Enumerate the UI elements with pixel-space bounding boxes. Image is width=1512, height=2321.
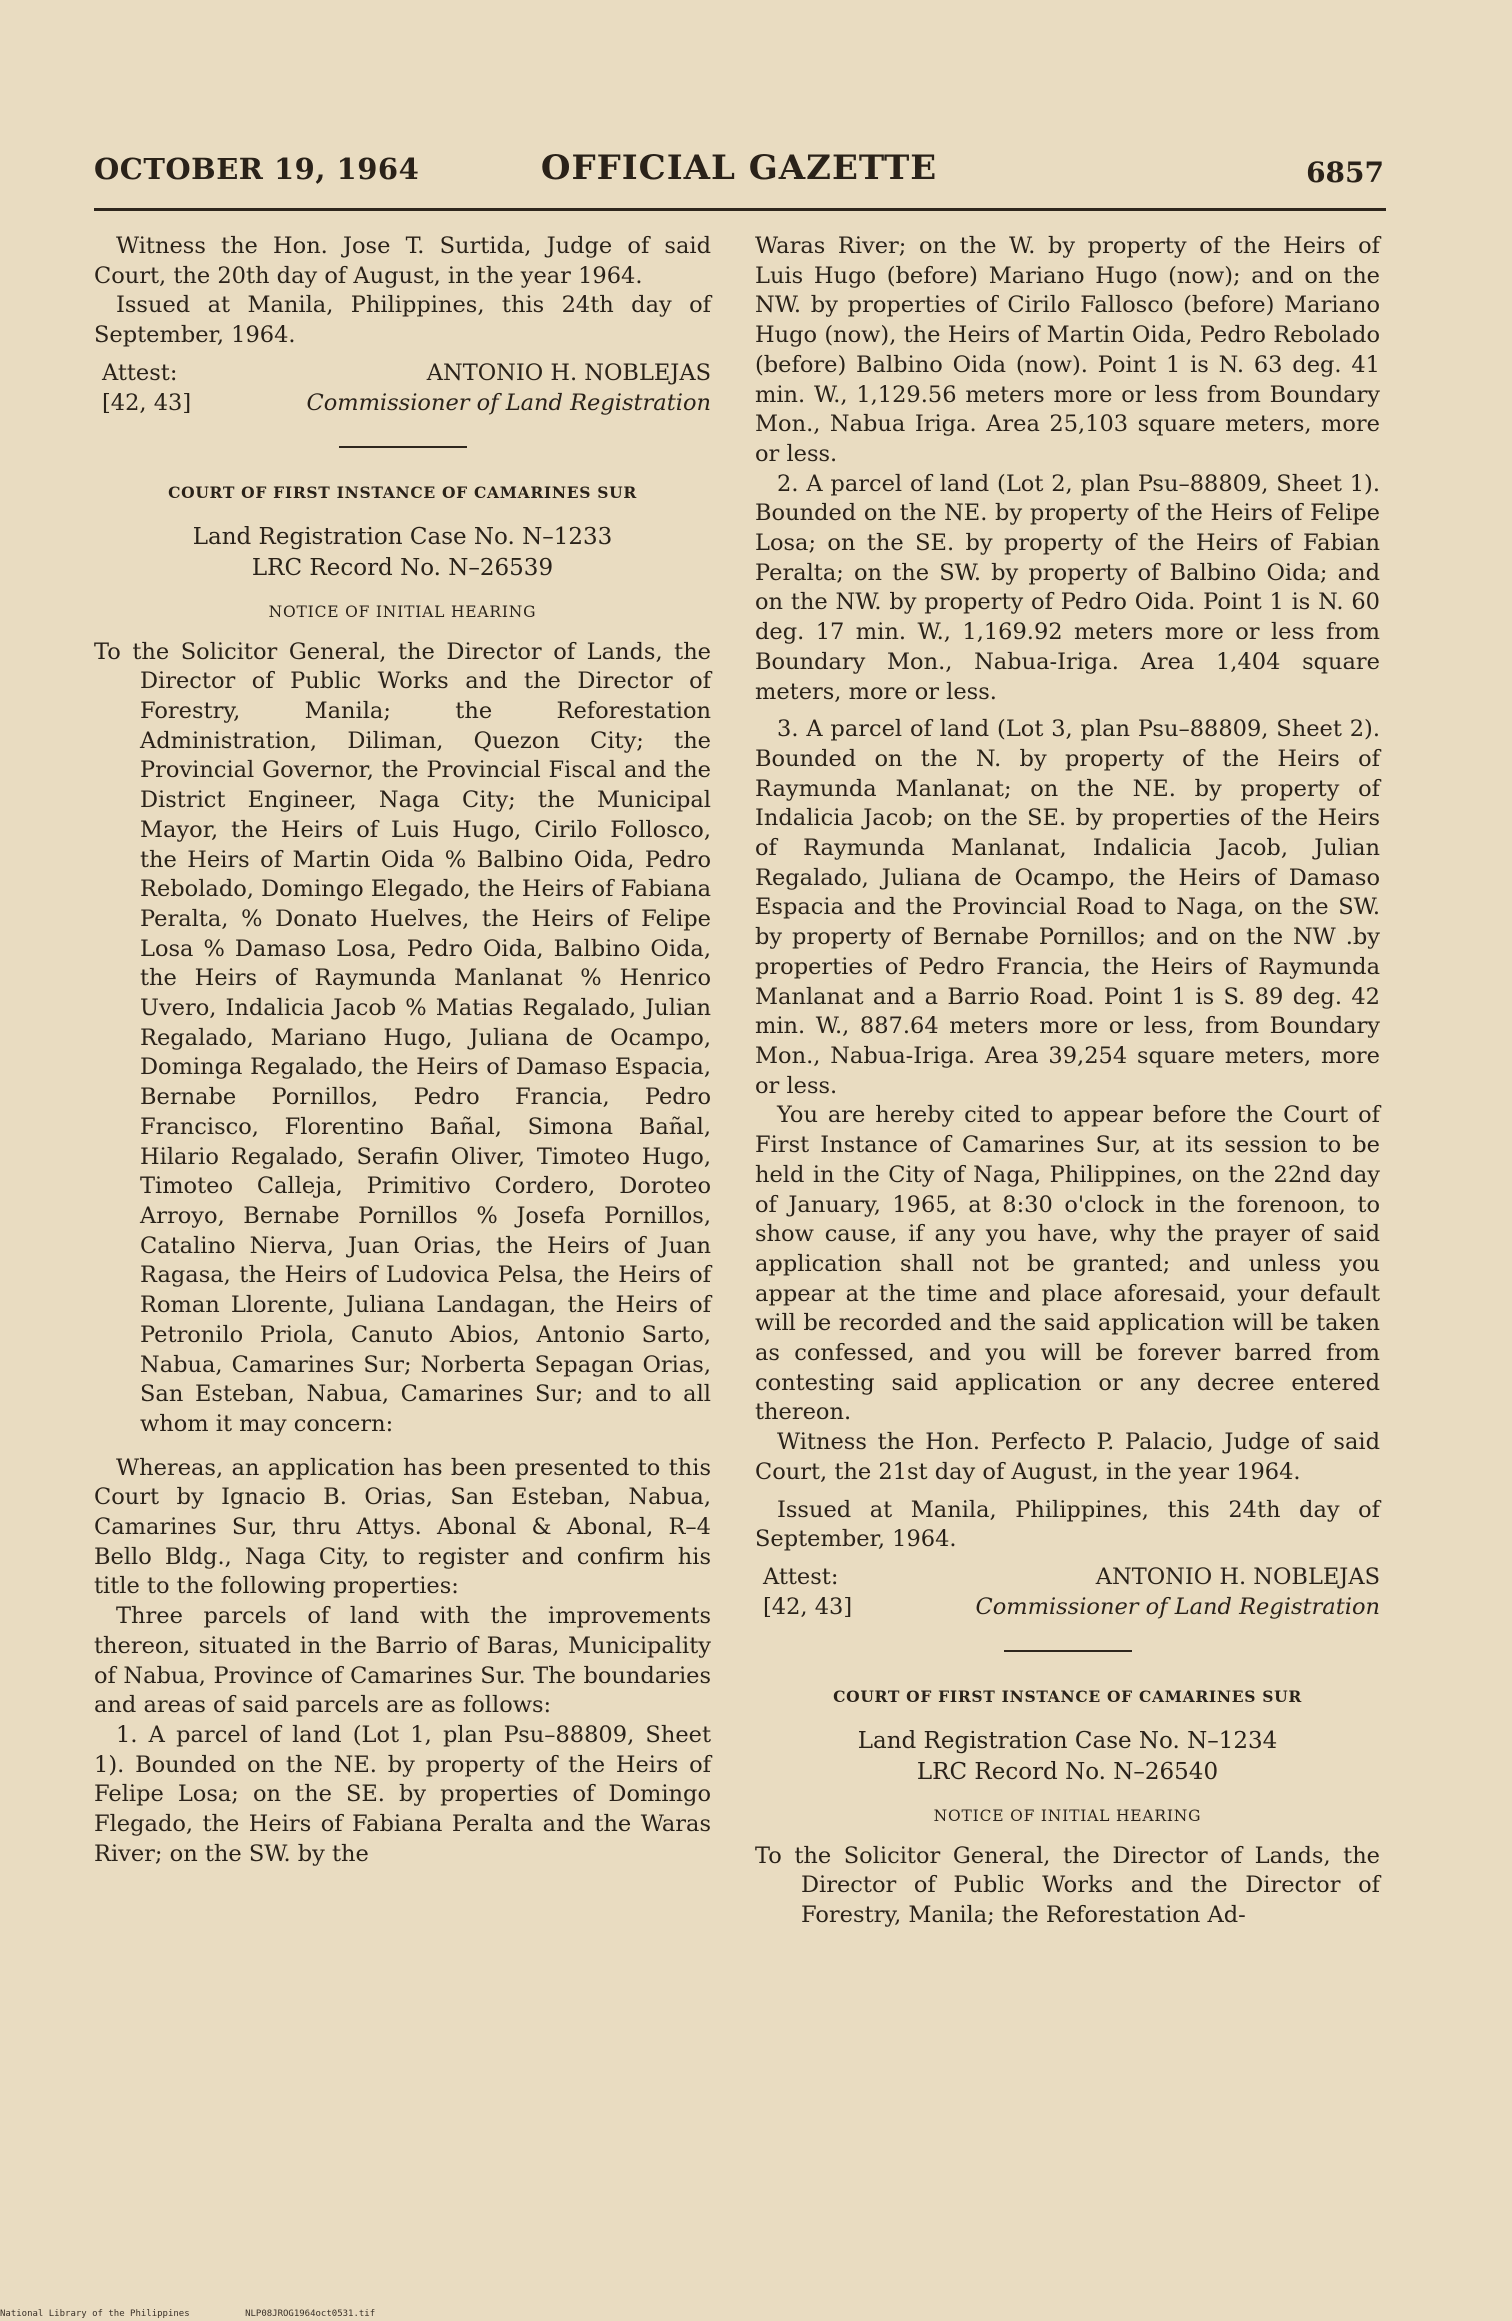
court-heading-2: COURT OF FIRST INSTANCE OF CAMARINES SUR [833, 1687, 1302, 1707]
witness-paragraph: Witness the Hon. Jose T. Surtida, Judge of said Court, the 20th day of August, in the year 1964. [94, 233, 711, 289]
page-number: 6857 [1306, 156, 1384, 189]
scan-filename: NLP08JROG1964oct0531.tif [245, 2309, 376, 2319]
issue-date: OCTOBER 19, 1964 [94, 152, 420, 186]
attest-title-line [102, 389, 711, 419]
addressees-paragraph-2: To the Solicitor General, the Director of Lands, the Director of Public Works and the Director of Forestry, Manila; the Reforestation Ad- [755, 1842, 1380, 1929]
parcel-2-paragraph: 2. A parcel of land (Lot 2, plan Psu–88809, Sheet 1). Bounded on the NE. by property of the Heirs of Felipe Losa; on the SE. by property of the Heirs of Fabian Peralta; on the SW. by property of Balbino Oida; and on the NW. by property of Pedro Oida. Point 1 is N. 60 deg. 17 min. W., 1,169.92 meters more or less from Boundary Mon., Nabua-Iriga. Area 1,404 square meters, more or less. [755, 470, 1380, 705]
section-divider [339, 446, 467, 448]
court-heading: COURT OF FIRST INSTANCE OF CAMARINES SUR [168, 483, 637, 503]
parcel-1-continuation: Waras River; on the W. by property of the Heirs of Luis Hugo (before) Mariano Hugo (now); and on the NW. by properties of Cirilo Fallosco (before) Mariano Hugo (now), the Heirs of Martin Oida, Pedro Rebolado (before) Balbino Oida (now). Point 1 is N. 63 deg. 41 min. W., 1,129.56 meters more or less from Boundary Mon., Nabua Iriga. Area 25,103 square meters, more or less. [755, 233, 1380, 467]
attest-ref: [42, 43] [102, 389, 192, 416]
parcels-intro-paragraph: Three parcels of land with the improvements thereon, situated in the Barrio of Baras, Municipality of Nabua, Province of Camarines Sur. The boundaries and areas of said parcels are as follows: [94, 1603, 711, 1719]
attest-name-2: ANTONIO H. NOBLEJAS [1095, 1563, 1380, 1590]
right-column [755, 232, 1380, 1931]
cited-paragraph: You are hereby cited to appear before the Court of First Instance of Camarines Sur, at its session to be held in the City of Naga, Philippines, on the 22nd day of January, 1965, at 8:30 o'clock in the forenoon, to show cause, if any you have, why the prayer of said application shall not be granted; and unless you appear at the time and place aforesaid, your default will be recorded and the said application will be taken as confessed, and you will be forever barred from contesting said application or any decree entered thereon. [755, 1102, 1380, 1426]
attest-title-line-2 [763, 1593, 1380, 1623]
parcel-3-paragraph: 3. A parcel of land (Lot 3, plan Psu–88809, Sheet 2). Bounded on the N. by property of the Heirs of Raymunda Manlanat; on the NE. by property of Indalicia Jacob; on the SE. by properties of the Heirs of Raymunda Manlanat, Indalicia Jacob, Julian Regalado, Juliana de Ocampo, the Heirs of Damaso Espacia and the Provincial Road to Naga, on the SW. by property of Bernabe Pornillos; and on the NW .by properties of Pedro Francia, the Heirs of Raymunda Manlanat and a Barrio Road. Point 1 is S. 89 deg. 42 min. W., 887.64 meters more or less, from Boundary Mon., Nabua-Iriga. Area 39,254 square meters, more or less. [755, 716, 1380, 1099]
addressees-paragraph: To the Solicitor General, the Director of Lands, the Director of Public Works and the Director of Forestry, Manila; the Reforestation Administration, Diliman, Quezon City; the Provincial Governor, the Provincial Fiscal and the District Engineer, Naga City; the Municipal Mayor, the Heirs of Luis Hugo, Cirilo Follosco, the Heirs of Martin Oida % Balbino Oida, Pedro Rebolado, Domingo Elegado, the Heirs of Fabiana Peralta, % Donato Huelves, the Heirs of Felipe Losa % Damaso Losa, Pedro Oida, Balbino Oida, the Heirs of Raymunda Manlanat % Henrico Uvero, Indalicia Jacob % Matias Regalado, Julian Regalado, Mariano Hugo, Juliana de Ocampo, Dominga Regalado, the Heirs of Damaso Espacia, Bernabe Pornillos, Pedro Francia, Pedro Francisco, Florentino Bañal, Simona Bañal, Hilario Regalado, Serafin Oliver, Timoteo Hugo, Timoteo Calleja, Primitivo Cordero, Doroteo Arroyo, Bernabe Pornillos % Josefa Pornillos, Catalino Nierva, Juan Orias, the Heirs of Juan Ragasa, the Heirs of Ludovica Pelsa, the Heirs of Roman Llorente, Juliana Landagan, the Heirs of Petronilo Priola, Canuto Abios, Antonio Sarto, Nabua, Camarines Sur; Norberta Sepagan Orias, San Esteban, Nabua, Camarines Sur; and to all whom it may concern: [94, 638, 711, 1437]
attest-label-2: Attest: [763, 1563, 839, 1590]
section-divider-2 [1004, 1650, 1132, 1652]
scan-footer [0, 2309, 425, 2319]
header-rule [94, 208, 1386, 211]
attest-ref-2: [42, 43] [763, 1593, 853, 1620]
library-credit: National Library of the Philippines [0, 2309, 190, 2319]
notice-heading: NOTICE OF INITIAL HEARING [268, 602, 537, 621]
notice-heading-2: NOTICE OF INITIAL HEARING [933, 1807, 1202, 1826]
attest-line-2 [763, 1563, 1380, 1593]
case-number-2: Land Registration Case No. N–1234 [857, 1728, 1278, 1755]
issued-paragraph: Issued at Manila, Philippines, this 24th day of September, 1964. [94, 292, 711, 349]
attest-name: ANTONIO H. NOBLEJAS [426, 359, 711, 386]
issued-paragraph-2: Issued at Manila, Philippines, this 24th day of September, 1964. [755, 1496, 1380, 1553]
attest-title: Commissioner of Land Registration [306, 389, 711, 416]
attest-label: Attest: [102, 359, 178, 386]
record-number-2: LRC Record No. N–26540 [916, 1759, 1219, 1786]
whereas-paragraph: Whereas, an application has been presented to this Court by Ignacio B. Orias, San Esteban, Nabua, Camarines Sur, thru Attys. Abonal & Abonal, R–4 Bello Bldg., Naga City, to register and confirm his title to the following properties: [94, 1454, 711, 1600]
parcel-1-paragraph: 1. A parcel of land (Lot 1, plan Psu–88809, Sheet 1). Bounded on the NE. by property of the Heirs of Felipe Losa; on the SE. by properties of Domingo Flegado, the Heirs of Fabiana Peralta and the Waras River; on the SW. by the [94, 1721, 711, 1867]
witness-paragraph-2: Witness the Hon. Perfecto P. Palacio, Judge of said Court, the 21st day of August, in the year 1964. [755, 1429, 1380, 1485]
attest-title-2: Commissioner of Land Registration [975, 1593, 1380, 1620]
record-number: LRC Record No. N–26539 [251, 554, 554, 581]
page-header [94, 148, 1384, 194]
left-column [94, 232, 711, 1869]
publication-title: OFFICIAL GAZETTE [540, 148, 938, 188]
attest-line [102, 359, 711, 389]
case-number: Land Registration Case No. N–1233 [192, 523, 613, 550]
